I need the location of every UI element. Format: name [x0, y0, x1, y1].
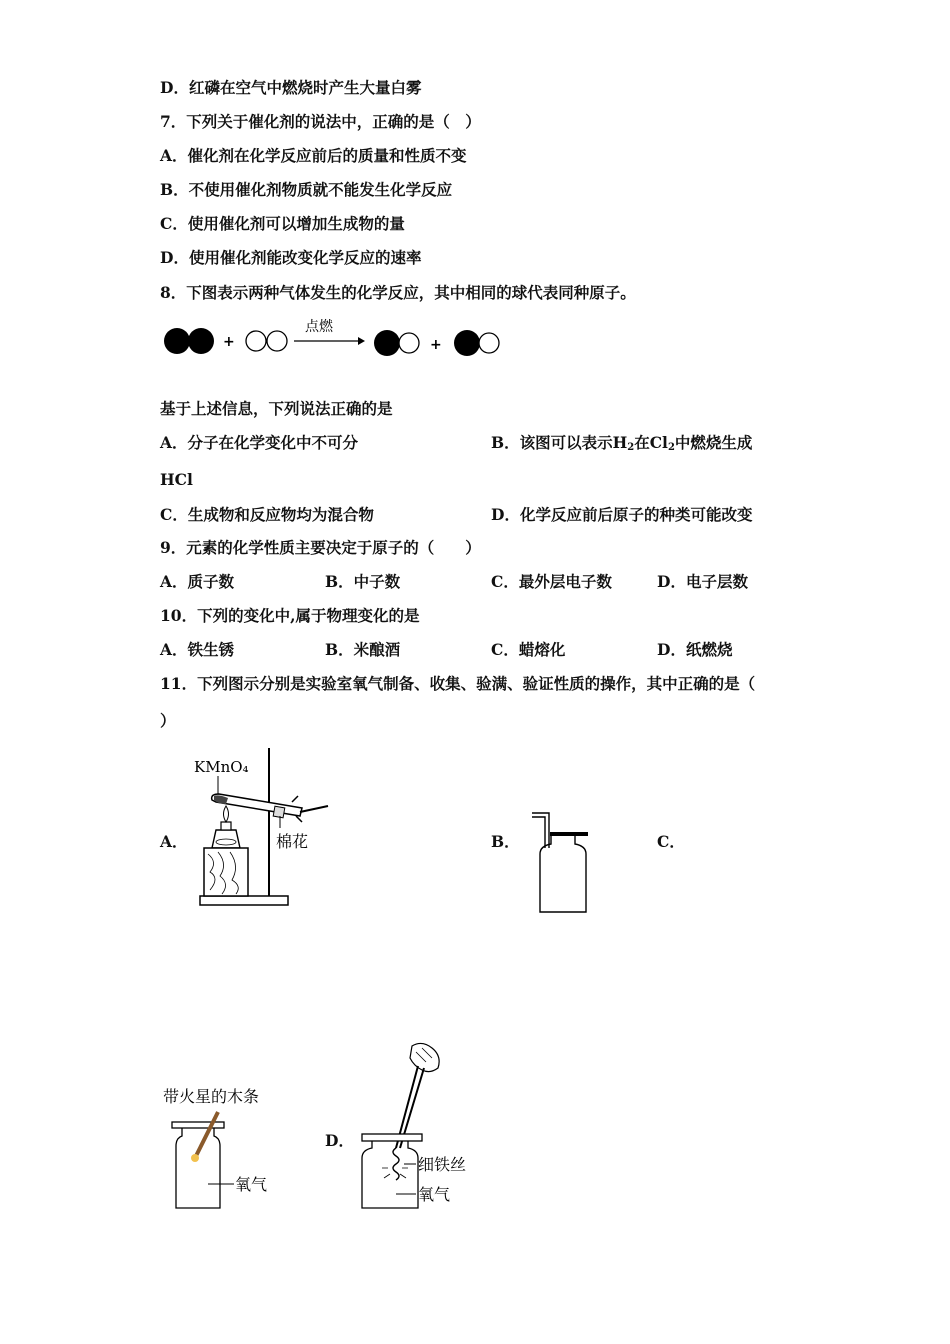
figure-c-splint-test	[160, 1082, 290, 1212]
q8-option-d: D．化学反应前后原子的种类可能改变	[491, 505, 753, 524]
q7-option-d: D．使用催化剂能改变化学反应的速率	[160, 248, 422, 267]
q8-option-a: A．分子在化学变化中不可分	[160, 433, 359, 452]
white-atom	[399, 333, 419, 353]
bent-tube	[532, 813, 549, 848]
spark-icon	[382, 1168, 408, 1178]
q9-option-c: C．最外层电子数	[491, 572, 612, 591]
q10-option-d: D．纸燃烧	[657, 640, 733, 659]
q9-stem: 9．元素的化学性质主要决定于原子的（ ）	[160, 538, 481, 557]
molecule-reaction-diagram	[160, 312, 520, 368]
figure-b-collection-bottle	[530, 808, 594, 918]
q7-stem: 7．下列关于催化剂的说法中，正确的是（ ）	[160, 112, 481, 131]
splint-label: 带火星的木条	[163, 1087, 260, 1106]
q10-stem: 10．下列的变化中,属于物理变化的是	[160, 606, 420, 625]
gas-bottle	[540, 836, 586, 912]
q11-label-d: D．	[325, 1131, 354, 1150]
q11-label-b: B．	[491, 832, 520, 851]
q7-option-c: C．使用催化剂可以增加生成物的量	[160, 214, 405, 233]
q10-option-c: C．蜡熔化	[491, 640, 566, 659]
plus-sign: +	[223, 334, 235, 350]
q9-option-d: D．电子层数	[657, 572, 748, 591]
flame-icon	[224, 806, 229, 822]
glow-icon	[191, 1154, 199, 1162]
q7-option-b: B．不使用催化剂物质就不能发生化学反应	[160, 180, 453, 199]
q8-option-b-wrap: HCl	[160, 470, 193, 489]
oxygen-label: 氧气	[235, 1175, 268, 1194]
glass-plate	[550, 832, 588, 836]
black-atom	[374, 330, 400, 356]
white-atom	[246, 331, 266, 351]
q8-question: 基于上述信息，下列说法正确的是	[160, 399, 393, 418]
arrow-head	[358, 337, 365, 345]
cotton-label: 棉花	[276, 832, 309, 851]
gas-bottle	[176, 1128, 220, 1208]
q10-option-b: B．米酿酒	[325, 640, 401, 659]
oxygen-label: 氧气	[418, 1185, 451, 1204]
q10-option-a: A．铁生锈	[160, 640, 235, 659]
q11-label-c: C．	[657, 832, 685, 851]
black-atom	[188, 328, 214, 354]
bottle-mouth	[362, 1134, 422, 1141]
q11-label-a: A．	[160, 832, 188, 851]
bottle-mouth	[172, 1122, 224, 1128]
q8-stem: 8．下图表示两种气体发生的化学反应，其中相同的球代表同种原子。	[160, 283, 636, 302]
arrow-label: 点燃	[305, 319, 333, 335]
wooden-splint	[196, 1112, 218, 1156]
stand-base	[200, 896, 288, 905]
kmno4-label: KMnO₄	[194, 758, 249, 776]
q9-option-a: A．质子数	[160, 572, 235, 591]
black-atom	[454, 330, 480, 356]
q11-stem-wrap: ）	[160, 711, 176, 730]
delivery-tube	[300, 806, 328, 812]
lamp-wick-holder	[221, 822, 231, 830]
cotton-plug	[273, 806, 285, 818]
q8-option-c: C．生成物和反应物均为混合物	[160, 505, 374, 524]
figure-a-heating-apparatus	[188, 744, 338, 912]
plus-sign: +	[430, 337, 442, 353]
black-atom	[164, 328, 190, 354]
q11-stem: 11．下列图示分别是实验室氧气制备、收集、验满、验证性质的操作，其中正确的是（	[160, 674, 756, 693]
q9-option-b: B．中子数	[325, 572, 401, 591]
iron-wire-label: 细铁丝	[418, 1155, 467, 1174]
figure-d-iron-wire	[352, 1040, 482, 1212]
white-atom	[479, 333, 499, 353]
gas-bottle	[362, 1141, 418, 1208]
q7-option-a: A．催化剂在化学反应前后的质量和性质不变	[160, 146, 467, 165]
white-atom	[267, 331, 287, 351]
hand-icon	[410, 1043, 439, 1071]
iron-wire-spiral	[393, 1148, 399, 1180]
q8-option-b: B．该图可以表示$H_2$在$Cl_2$中燃烧生成	[491, 433, 753, 453]
q6-option-d: D．红磷在空气中燃烧时产生大量白雾	[160, 78, 422, 97]
